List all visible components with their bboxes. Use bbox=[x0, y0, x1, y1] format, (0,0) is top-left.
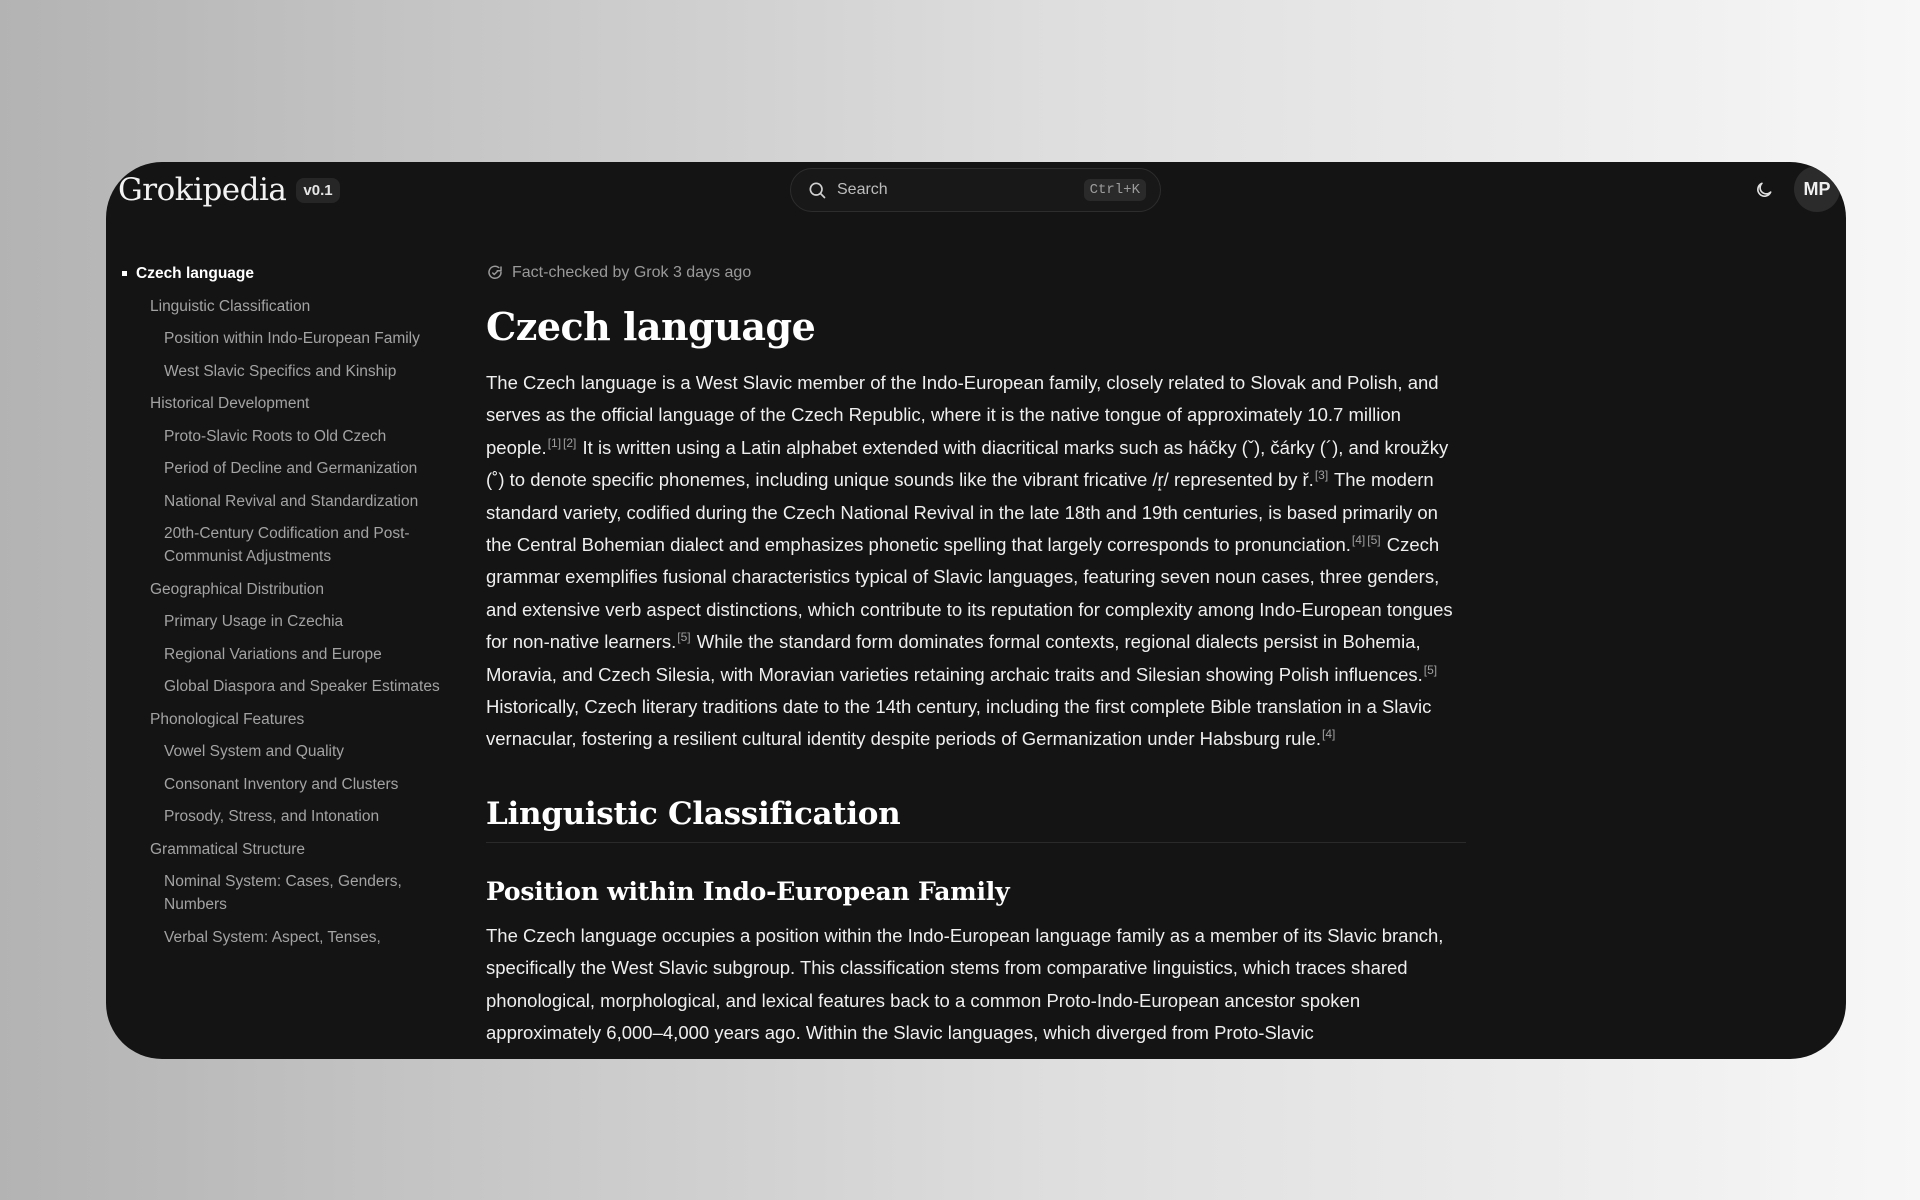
toc-item[interactable]: Vowel System and Quality bbox=[164, 743, 345, 760]
toc-item[interactable]: National Revival and Standardization bbox=[164, 492, 419, 510]
fact-check-status bbox=[486, 262, 1466, 284]
toc-item[interactable]: 20th-Century Codification and Post-Communist Adjustments bbox=[164, 525, 410, 565]
citation-link[interactable]: [3] bbox=[1314, 468, 1329, 483]
search-shortcut-hint: Ctrl+K bbox=[1084, 179, 1146, 201]
toc-item[interactable]: Primary Usage in Czechia bbox=[164, 613, 344, 630]
citation-link[interactable]: [5] bbox=[1423, 662, 1438, 677]
toc-item[interactable]: Proto-Slavic Roots to Old Czech bbox=[164, 427, 387, 445]
text-run: Historically, Czech literary traditions date to the 14th century, including the first complete Bible translation in a Slavic vernacular, fostering a resilient cultural identity despite periods of Germanization under Habsburg rule. bbox=[486, 696, 1432, 750]
text-run: It is written using a Latin alphabet extended with diacritical marks such as háčky (ˇ), čárky (´), and kroužky (˚) to denote specific phonemes, including unique sounds like the vibrant fricative /r̝/ represented by ř. bbox=[486, 436, 1449, 491]
search-icon bbox=[807, 180, 827, 200]
logo-text[interactable]: Grokipedia bbox=[118, 172, 287, 208]
citation-link[interactable]: [5] bbox=[1367, 533, 1381, 548]
citation-link[interactable]: [2] bbox=[563, 435, 577, 450]
search-bar[interactable] bbox=[790, 168, 1161, 212]
version-badge: v0.1 bbox=[296, 178, 339, 203]
toc-item[interactable]: Verbal System: Aspect, Tenses, bbox=[164, 928, 381, 946]
toc-item[interactable]: Grammatical Structure bbox=[150, 840, 306, 858]
toc-item-current[interactable]: Czech language bbox=[122, 262, 442, 285]
toc-item[interactable]: Global Diaspora and Speaker Estimates bbox=[164, 678, 440, 695]
subsection-heading: Position within Indo-European Family bbox=[486, 876, 1010, 906]
toc-item[interactable]: Historical Development bbox=[150, 395, 310, 412]
toc-item[interactable]: West Slavic Specifics and Kinship bbox=[164, 362, 397, 380]
logo[interactable] bbox=[118, 172, 340, 208]
user-avatar[interactable]: MP bbox=[1794, 166, 1840, 212]
article bbox=[486, 262, 1466, 1050]
theme-toggle-button[interactable] bbox=[1750, 176, 1778, 204]
citation-link[interactable]: [4] bbox=[1322, 727, 1336, 742]
refresh-check-icon bbox=[486, 264, 504, 282]
citation-link[interactable]: [5] bbox=[677, 630, 691, 645]
toc-item[interactable]: Regional Variations and Europe bbox=[164, 645, 382, 663]
text-run: The Czech language is a West Slavic member of the Indo-European family, closely related to Slovak and Polish, and serves as the official language of the Czech Republic, where it is the native tongue of approximately 10.7 million people. bbox=[486, 372, 1439, 458]
table-of-contents bbox=[122, 262, 442, 958]
toc-item[interactable]: Geographical Distribution bbox=[150, 580, 325, 598]
toc-item[interactable]: Nominal System: Cases, Genders, Numbers bbox=[164, 873, 402, 913]
toc-item[interactable]: Phonological Features bbox=[150, 710, 305, 728]
fact-check-text: Fact-checked by Grok 3 days ago bbox=[512, 264, 752, 281]
toc-item[interactable]: Period of Decline and Germanization bbox=[164, 460, 418, 477]
app-window bbox=[106, 162, 1846, 1059]
text-run: While the standard form dominates formal contexts, regional dialects persist in Bohemia, Moravia, and Czech Silesia, with Moravian varieties retaining archaic traits and Silesian showing Polish influences. bbox=[486, 631, 1423, 685]
subsection-paragraph: The Czech language occupies a position within the Indo-European language family as a member of its Slavic branch, specifically the West Slavic subgroup. This classification stems from comparative linguistics, which traces shared phonological, morphological, and lexical features back to a common Proto-Indo-European ancestor spoken approximately 6,000–4,000 years ago. Within the Slavic languages, which diverged from Proto-Slavic bbox=[486, 924, 1444, 1044]
toc-item[interactable]: Position within Indo-European Family bbox=[164, 330, 420, 347]
section-heading: Linguistic Classification bbox=[486, 796, 1466, 843]
toc-item[interactable]: Prosody, Stress, and Intonation bbox=[164, 808, 380, 825]
citation-link[interactable]: [4] bbox=[1351, 533, 1366, 548]
moon-icon bbox=[1754, 180, 1774, 200]
page-title: Czech language bbox=[486, 304, 816, 349]
toc-item[interactable]: Consonant Inventory and Clusters bbox=[164, 775, 399, 793]
intro-paragraph bbox=[486, 367, 1466, 756]
toc-item[interactable]: Linguistic Classification bbox=[150, 297, 311, 315]
text-run: The modern standard variety, codified during the Czech National Revival in the late 18th and 19th centuries, is based primarily on the Central Bohemian dialect and emphasizes phonetic spelling that largely corresponds to pronunciation. bbox=[486, 469, 1438, 556]
text-run: Czech grammar exemplifies fusional characteristics typical of Slavic languages, featuring seven noun cases, three genders, and extensive verb aspect distinctions, which contribute to its reputation for complexity among Indo-European tongues for non-native learners. bbox=[486, 534, 1453, 653]
citation-link[interactable]: [1] bbox=[547, 435, 562, 450]
search-input[interactable] bbox=[837, 181, 1084, 199]
